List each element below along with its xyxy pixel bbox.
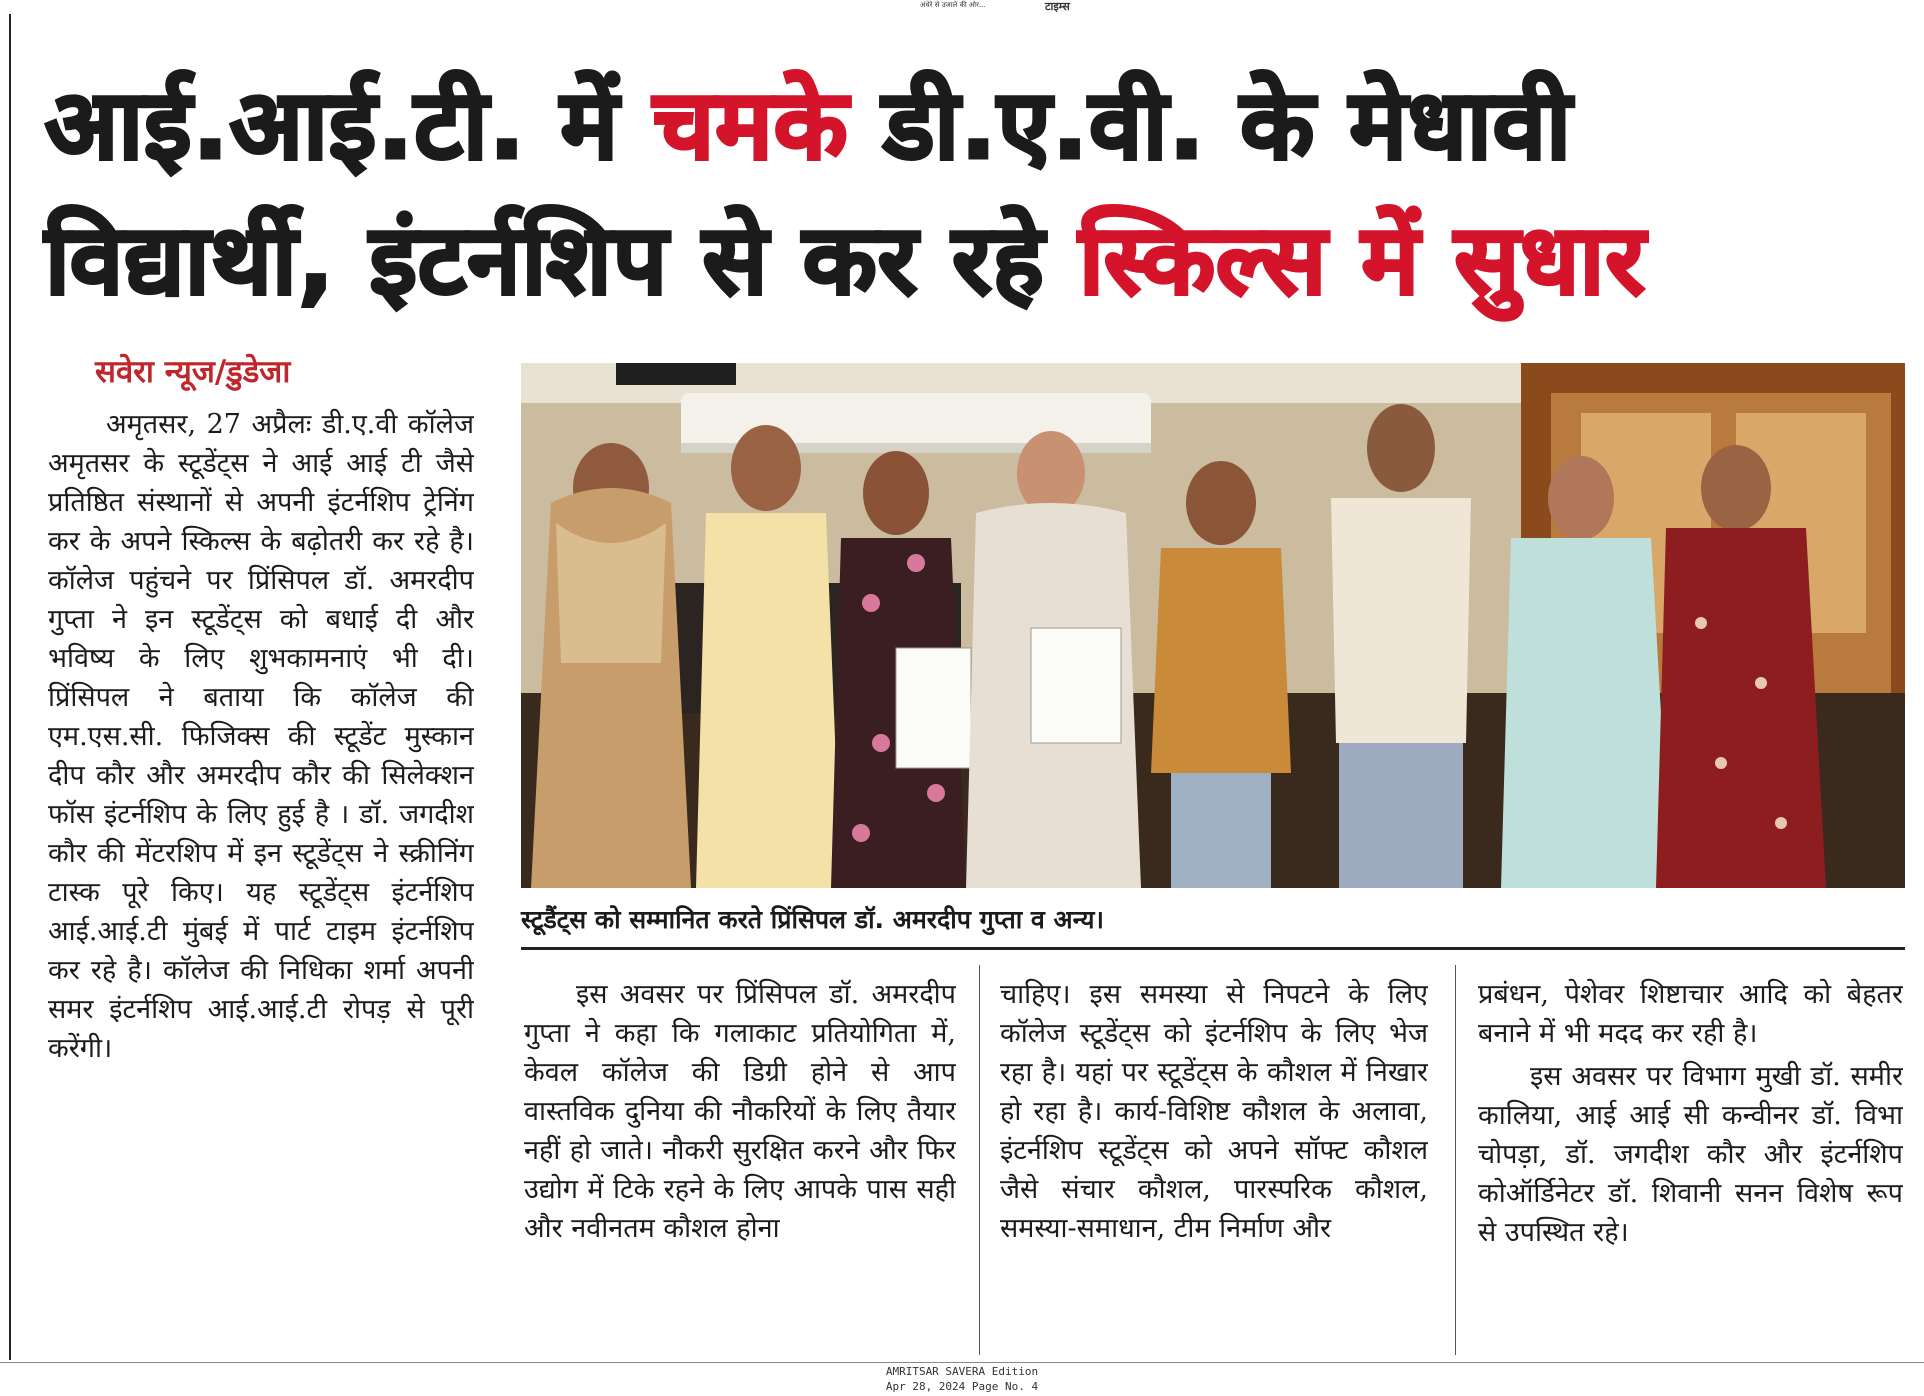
headline-line-2	[45, 205, 1904, 315]
headline-line-1	[45, 70, 1904, 180]
caption-rule	[521, 947, 1905, 950]
headline-line-1-part-b: डी.ए.वी. के मेधावी	[848, 69, 1573, 181]
byline: सवेरा न्यूज/डुडेजा	[95, 354, 291, 390]
headline-line-2-red: स्किल्स में सुधार	[1078, 204, 1646, 316]
headline-line-1-red: चमके	[653, 69, 849, 181]
article-column-3	[1000, 975, 1428, 1355]
article-column-4	[1478, 975, 1903, 1355]
page-left-rule	[9, 14, 11, 1360]
article-column-1	[48, 405, 474, 1355]
article-column-2-text: इस अवसर पर प्रिंसिपल डॉ. अमरदीप गुप्ता ने कहा कि गलाकाट प्रतियोगिता में, केवल कॉलेज की डिग्री होने से आप वास्तविक दुनिया की नौकरियों के लिए तैयार नहीं हो जाते। नौकरी सुरक्षित करने और फिर उद्योग में टिके रहने के लिए आपके पास सही और नवीनतम कौशल होना	[524, 979, 956, 1244]
article-column-4-paragraph-1: प्रबंधन, पेशेवर शिष्टाचार आदि को बेहतर बनाने में भी मदद कर रही है।	[1478, 979, 1903, 1049]
column-divider	[979, 965, 980, 1355]
photo-caption: स्टूडैंट्स को सम्मानित करते प्रिंसिपल डॉ. अमरदीप गुप्ता व अन्य।	[521, 905, 1104, 934]
edition-footer	[0, 1364, 1924, 1394]
article-column-2	[524, 975, 956, 1355]
headline-line-2-part-a: विद्यार्थी, इंटर्नशिप से कर रहे	[45, 204, 1079, 316]
masthead-paper-name: टाइम्स	[1045, 0, 1070, 13]
edition-date-page: Apr 28, 2024 Page No. 4	[885, 1380, 1039, 1393]
masthead	[0, 0, 1924, 14]
group-photo-illustration	[521, 363, 1905, 888]
article-column-3-text: चाहिए। इस समस्या से निपटने के लिए कॉलेज स्टूडेंट्स को इंटर्नशिप के लिए भेज रहा है। यहां पर स्टूडेंट्स के कौशल में निखार हो रहा है। कार्य-विशिष्ट कौशल के अलावा, इंटर्नशिप स्टूडेंट्स को अपने सॉफ्ट कौशल जैसे संचार कौशल, पारस्परिक कौशल, समस्या-समाधान, टीम निर्माण और	[1000, 979, 1428, 1244]
masthead-strapline: अंधेरे से उजाले की ओर...	[920, 1, 986, 9]
headline-line-1-part-a: आई.आई.टी. में	[45, 69, 654, 181]
column-divider	[1455, 965, 1456, 1355]
group-photo	[521, 363, 1905, 888]
edition-name: AMRITSAR SAVERA Edition	[885, 1365, 1039, 1378]
article-column-1-text: अमृतसर, 27 अप्रैलः डी.ए.वी कॉलेज अमृतसर के स्टूडेंट्स ने आई आई टी जैसे प्रतिष्ठित संस्थानों से अपनी इंटर्नशिप ट्रेनिंग कर के अपने स्किल्स के बढ़ोतरी कर रहे है। कॉलेज पहुंचने पर प्रिंसिपल डॉ. अमरदीप गुप्ता ने इन स्टूडेंट्स को बधाई दी और भविष्य के लिए शुभकामनाएं भी दी। प्रिंसिपल ने बताया कि कॉलेज की एम.एस.सी. फिजिक्स की स्टूडेंट मुस्कान दीप कौर और अमरदीप कौर की सिलेक्शन फॉस इंटर्नशिप के लिए हुई है । डॉ. जगदीश कौर की मेंटरशिप में इन स्टूडेंट्स ने स्क्रीनिंग टास्क पूरे किए। यह स्टूडेंट्स इंटर्नशिप आई.आई.टी मुंबई में पार्ट टाइम इंटर्नशिप कर रहे है। कॉलेज की निधिका शर्मा अपनी समर इंटर्नशिप आई.आई.टी रोपड़ से पूरी करेंगी।	[48, 409, 474, 1064]
footer-rule	[0, 1362, 1924, 1363]
article-column-4-paragraph-2: इस अवसर पर विभाग मुखी डॉ. समीर कालिया, आई आई सी कन्वीनर डॉ. विभा चोपड़ा, डॉ. जगदीश कौर और इंटर्नशिप कोऑर्डिनेटर डॉ. शिवानी सनन विशेष रूप से उपस्थित रहे।	[1478, 1061, 1903, 1248]
